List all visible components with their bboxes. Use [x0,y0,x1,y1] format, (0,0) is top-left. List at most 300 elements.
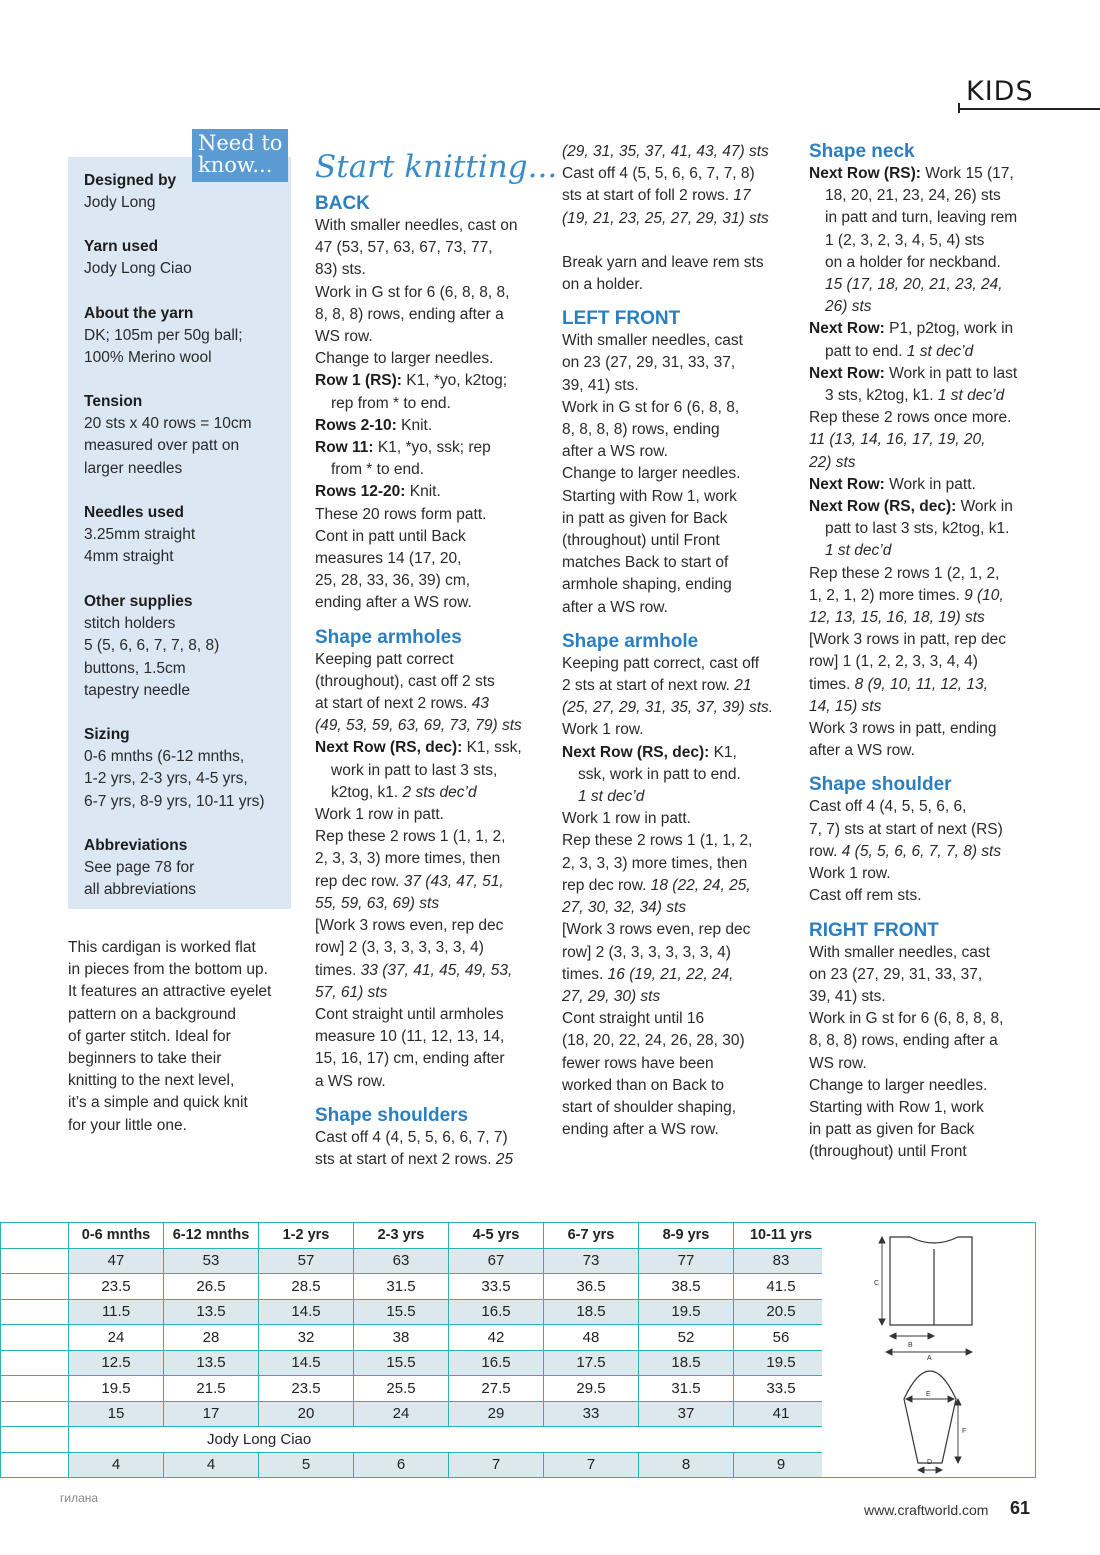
stitch-count: 14, 15) sts [809,697,882,715]
pattern-line [809,341,1049,363]
instruction-text: Cast off 4 (4, 5, 5, 6, 6, 7, 7) [315,1128,508,1146]
table-corner-cell [1,1223,69,1249]
table-cell: 48 [544,1325,639,1351]
row-instruction-label: Next Row (RS, dec): [315,739,463,757]
pattern-line [315,649,555,671]
garment-schematic [822,1223,1035,1478]
table-cell: 31.5 [354,1274,449,1300]
stitch-count: 2 sts dec’d [402,783,477,801]
instruction-text: 15, 16, 17) cm, ending after [315,1050,505,1068]
pattern-line [315,526,555,548]
instruction-text: [Work 3 rows even, rep dec [562,921,751,939]
intro-line: for your little one. [68,1116,187,1134]
instruction-text: 83) sts. [315,261,366,279]
instruction-text: 2 sts at start of next row. [562,677,735,695]
column-spacer [562,230,802,252]
instruction-text: Rep these 2 rows 1 (1, 1, 2, [315,828,506,846]
instruction-text: ssk, work in patt to end. [578,765,741,783]
pattern-line [809,1030,1049,1052]
instruction-text: Work in G st for 6 (6, 8, 8, [562,398,740,416]
table-cell: 38.5 [639,1274,734,1300]
pattern-line [562,486,802,508]
table-cell: 9 [734,1452,829,1478]
pattern-line [562,919,802,941]
stitch-count: 9 (10, [964,586,1004,604]
dimension-d [918,1467,942,1473]
start-knitting-title: Start knitting... [315,149,558,185]
table-cell: 15.5 [354,1299,449,1325]
pattern-line [809,496,1049,518]
instruction-text: armhole shaping, ending [562,576,732,594]
need-to-know-group [84,391,284,480]
footer-url[interactable]: www.craftworld.com [864,1502,989,1518]
pattern-line [315,1071,555,1093]
instruction-text: Change to larger needles. [562,465,741,483]
need-to-know-value: Jody Long Ciao [84,260,192,278]
pattern-line [315,215,555,237]
instruction-text: K1, [709,743,737,761]
table-row [1,1350,829,1376]
pattern-line [315,693,555,715]
table-cell: 15 [69,1401,164,1427]
instruction-text: patt to end. [825,342,907,360]
size-header-cell: 4-5 yrs [449,1223,544,1249]
instruction-text: Knit. [396,416,433,434]
table-cell: 37 [639,1401,734,1427]
instruction-text: in patt as given for Back [809,1121,975,1139]
intro-paragraph [68,937,298,1137]
yarn-name-cell: Jody Long Ciao [69,1427,829,1453]
pattern-line [809,1097,1049,1119]
table-cell: 47 [69,1248,164,1274]
need-to-know-value: 4mm straight [84,548,174,566]
size-header-cell: 10-11 yrs [734,1223,829,1249]
pattern-line [562,530,802,552]
instruction-text: [Work 3 rows even, rep dec [315,917,504,935]
pattern-line [315,393,555,415]
schematic-panel [822,1222,1036,1478]
pattern-line [809,585,1049,607]
schematic-label-d: D [927,1459,933,1466]
instruction-text: in patt and turn, leaving rem [825,209,1018,227]
pattern-line [315,326,555,348]
stitch-count: 12, 13, 15, 16, 18, 19) sts [809,609,985,627]
instruction-text: Work in G st for 6 (6, 8, 8, 8, [315,283,510,301]
intro-line: knitting to the next level, [68,1072,235,1090]
instruction-text: measure 10 (11, 12, 13, 14, [315,1028,505,1046]
stitch-count: 37 (43, 47, 51, [403,872,504,890]
pattern-line [562,653,802,675]
table-row [1,1376,829,1402]
pattern-line [562,1030,802,1052]
row-instruction-label: Rows 12-20: [315,483,406,501]
table-cell: 20 [259,1401,354,1427]
schematic-label-f: F [962,1428,967,1435]
row-label-cell [1,1299,69,1325]
instruction-text: WS row. [809,1054,867,1072]
pattern-line [562,942,802,964]
pattern-column-3 [809,141,1049,1164]
pattern-line [562,742,802,764]
pattern-line [809,674,1049,696]
pattern-line [315,1048,555,1070]
need-to-know-group [84,236,284,280]
pattern-line [315,937,555,959]
instruction-text: 39, 41) sts. [809,987,886,1005]
need-to-know-group [84,724,284,813]
table-cell: 5 [259,1452,354,1478]
instruction-text: Starting with Row 1, work [809,1098,984,1116]
instruction-text: 1, 2, 1, 2) more times. [809,586,965,604]
pattern-line [562,675,802,697]
pattern-column-1 [315,141,558,1171]
stitch-count: 18 (22, 24, 25, [650,876,751,894]
table-row [1,1248,829,1274]
instruction-text: 8, 8, 8) rows, ending after a [809,1032,998,1050]
table-cell: 36.5 [544,1274,639,1300]
instruction-text: Cont in patt until Back [315,527,466,545]
pattern-line [315,1004,555,1026]
table-cell: 29.5 [544,1376,639,1402]
instruction-text: Cont straight until 16 [562,1010,705,1028]
stitch-count: 15 (17, 18, 20, 21, 23, 24, [825,276,1003,294]
row-instruction-label: Next Row: [809,320,885,338]
row-instruction-label: Next Row: [809,364,885,382]
yarn-row [1,1427,829,1453]
instruction-text: work in patt to last 3 sts, [331,761,498,779]
stitch-count: 1 st dec’d [825,542,892,560]
pattern-line [562,830,802,852]
stitch-count: 1 st dec’d [906,342,974,360]
need-to-know-badge-line: Need to [198,131,283,155]
pattern-line [315,259,555,281]
table-cell: 17 [164,1401,259,1427]
instruction-text: rep dec row. [315,872,404,890]
need-to-know-value: 0-6 mnths (6-12 mnths, [84,748,245,766]
instruction-text: after a WS row. [562,443,668,461]
pattern-line [562,1119,802,1141]
instruction-text: Rep these 2 rows once more. [809,409,1012,427]
table-row [1,1401,829,1427]
page-number: 61 [1010,1498,1031,1518]
pattern-line [562,352,802,374]
table-cell: 20.5 [734,1299,829,1325]
table-cell: 57 [259,1248,354,1274]
table-cell: 19.5 [734,1350,829,1376]
table-cell: 7 [449,1452,544,1478]
size-header-cell: 2-3 yrs [354,1223,449,1249]
instruction-text: worked than on Back to [562,1076,724,1094]
pattern-line [562,964,802,986]
pattern-line [562,441,802,463]
pattern-line [809,1141,1049,1163]
stitch-count: (29, 31, 35, 37, 41, 43, 47) sts [562,143,769,160]
instruction-text: in patt as given for Back [562,509,728,527]
section-heading: RIGHT FRONT [809,919,939,941]
instruction-text: Work 1 row. [562,721,644,739]
stitch-count: 22) sts [809,453,856,471]
instruction-text: (throughout) until Front [809,1143,967,1161]
pattern-line [315,370,555,392]
instruction-text: row] 2 (3, 3, 3, 3, 3, 3, 4) [562,943,731,961]
instruction-text: k2tog, k1. [331,783,403,801]
instruction-text: rep from * to end. [331,394,451,412]
need-to-know-value: 20 sts x 40 rows = 10cm [84,415,252,433]
stitch-count: 25 [495,1150,514,1168]
pattern-line [315,737,555,759]
table-cell: 24 [354,1401,449,1427]
size-header-cell: 1-2 yrs [259,1223,354,1249]
row-instruction-label: Row 1 (RS): [315,372,402,390]
table-cell: 7 [544,1452,639,1478]
dimension-b [890,1333,934,1339]
need-to-know-label: Yarn used [84,238,159,255]
pattern-line [315,237,555,259]
instruction-text: Work 1 row in patt. [315,806,444,824]
instruction-text: Cast off 4 (4, 5, 5, 6, 6, [809,798,967,816]
table-cell: 13.5 [164,1350,259,1376]
row-instruction-label: Next Row (RS, dec): [562,743,710,761]
row-instruction-label: Next Row (RS): [809,165,921,182]
stitch-count: 1 st dec’d [937,387,1005,405]
need-to-know-label: Abbreviations [84,837,188,854]
pattern-line [562,508,802,530]
need-to-know-label: Sizing [84,726,130,743]
instruction-text: Break yarn and leave rem sts [562,253,764,271]
table-cell: 28.5 [259,1274,354,1300]
size-header-cell: 8-9 yrs [639,1223,734,1249]
instruction-text: K1, *yo, k2tog; [401,372,508,390]
need-to-know-group [84,591,284,702]
table-cell: 33.5 [449,1274,544,1300]
instruction-text: With smaller needles, cast [809,943,990,961]
table-cell: 28 [164,1325,259,1351]
pattern-line [315,304,555,326]
table-cell: 16.5 [449,1350,544,1376]
pattern-line [809,429,1049,451]
table-cell: 19.5 [639,1299,734,1325]
table-cell: 42 [449,1325,544,1351]
pattern-line [562,397,802,419]
pattern-line [809,651,1049,673]
table-cell: 32 [259,1325,354,1351]
pattern-line [809,841,1049,863]
table-row [1,1452,829,1478]
pattern-line [315,893,555,915]
need-to-know-label: Needles used [84,504,184,521]
table-cell: 73 [544,1248,639,1274]
instruction-text: 3 sts, k2tog, k1. [825,387,938,405]
table-cell: 77 [639,1248,734,1274]
instruction-text: row. [809,842,842,860]
instruction-text: a WS row. [315,1072,386,1090]
instruction-text: (throughout), cast off 2 sts [315,672,495,690]
stitch-count: 55, 59, 63, 69) sts [315,894,440,912]
need-to-know-value: tapestry needle [84,681,190,699]
instruction-text: Work in patt. [884,475,976,493]
row-instruction-label: Next Row: [809,475,885,493]
size-header-cell: 0-6 mnths [69,1223,164,1249]
pattern-line [809,207,1049,229]
need-to-know-value: buttons, 1.5cm [84,659,186,677]
pattern-line [809,885,1049,907]
table-cell: 83 [734,1248,829,1274]
instruction-text: matches Back to start of [562,554,729,572]
instruction-text: on 23 (27, 29, 31, 33, 37, [562,354,736,372]
instruction-text: (18, 20, 22, 24, 26, 28, 30) [562,1032,745,1050]
size-header-row [1,1223,829,1249]
intro-line: of garter stitch. Ideal for [68,1027,231,1045]
pattern-line [809,318,1049,340]
section-rule [960,108,1100,110]
pattern-line [315,804,555,826]
stitch-count: 57, 61) sts [315,983,388,1001]
section-heading: BACK [315,193,370,214]
instruction-text: on a holder. [562,276,644,294]
table-cell: 24 [69,1325,164,1351]
table-cell: 31.5 [639,1376,734,1402]
need-to-know-value: See page 78 for [84,859,195,877]
pattern-line [315,570,555,592]
row-label-cell [1,1248,69,1274]
instruction-text: patt to last 3 sts, k2tog, k1. [825,520,1010,538]
table-cell: 8 [639,1452,734,1478]
table-cell: 63 [354,1248,449,1274]
body-piece-outline [890,1237,972,1325]
pattern-line [562,208,802,230]
pattern-line [562,330,802,352]
instruction-text: measures 14 (17, 20, [315,550,462,568]
pattern-line [562,986,802,1008]
row-label-cell [1,1401,69,1427]
pattern-line [562,1053,802,1075]
table-cell: 19.5 [69,1376,164,1402]
pattern-line [809,942,1049,964]
size-table [0,1222,829,1478]
table-cell: 16.5 [449,1299,544,1325]
pattern-line [315,1149,555,1171]
need-to-know-group [84,502,284,569]
need-to-know-value: 100% Merino wool [84,349,212,367]
table-cell: 23.5 [259,1376,354,1402]
section-heading: Shape shoulder [809,774,952,796]
instruction-text: row] 2 (3, 3, 3, 3, 3, 3, 4) [315,939,484,957]
table-cell: 52 [639,1325,734,1351]
table-cell: 27.5 [449,1376,544,1402]
instruction-text: after a WS row. [809,742,915,760]
instruction-text: Cast off 4 (5, 5, 6, 6, 7, 7, 8) [562,165,755,183]
pattern-line [562,786,802,808]
section-heading: Shape armhole [562,630,699,652]
pattern-line [809,1008,1049,1030]
table-cell: 29 [449,1401,544,1427]
pattern-line [562,185,802,207]
need-to-know-value: stitch holders [84,615,176,633]
section-tag: KIDS [966,76,1034,107]
instruction-text: 39, 41) sts. [562,376,639,394]
table-cell: 25.5 [354,1376,449,1402]
stitch-count: 8 (9, 10, 11, 12, 13, [854,675,988,693]
pattern-line [562,875,802,897]
table-row [1,1299,829,1325]
table-cell: 13.5 [164,1299,259,1325]
table-cell: 41.5 [734,1274,829,1300]
table-cell: 14.5 [259,1350,354,1376]
pattern-line [809,1119,1049,1141]
need-to-know-label: Other supplies [84,593,193,610]
pattern-line [562,697,802,719]
instruction-text: Cast off rem sts. [809,887,922,905]
row-label-cell [1,1427,69,1453]
instruction-text: K1, ssk, [462,739,522,757]
need-to-know-label: About the yarn [84,305,194,322]
instruction-text: Keeping patt correct, cast off [562,654,760,672]
need-to-know-value: DK; 105m per 50g ball; [84,327,243,345]
pattern-line [562,1008,802,1030]
instruction-text: row] 1 (1, 2, 2, 3, 3, 4, 4) [809,653,978,671]
instruction-text: Work 3 rows in patt, ending [809,720,997,738]
size-header-cell: 6-12 mnths [164,1223,259,1249]
pattern-line [809,274,1049,296]
table-cell: 17.5 [544,1350,639,1376]
instruction-text: With smaller needles, cast on [315,217,518,234]
pattern-line [315,715,555,737]
pattern-line [562,764,802,786]
row-label-cell [1,1452,69,1478]
instruction-text: Work in G st for 6 (6, 8, 8, 8, [809,1010,1004,1028]
pattern-line [562,853,802,875]
table-row [1,1274,829,1300]
pattern-line [315,481,555,503]
section-heading: Shape shoulders [315,1104,469,1126]
pattern-line [809,863,1049,885]
instruction-text: ending after a WS row. [315,594,472,612]
instruction-text: 1 (2, 3, 2, 3, 4, 5, 4) sts [825,231,985,249]
pattern-line [315,548,555,570]
instruction-text: after a WS row. [562,598,668,616]
instruction-text: times. [809,675,855,693]
pattern-line [562,597,802,619]
stitch-count: (19, 21, 23, 25, 27, 29, 31) sts [562,209,769,227]
pattern-line [809,185,1049,207]
pattern-line [809,407,1049,429]
footer-watermark: гилана [60,1491,99,1505]
pattern-line [809,986,1049,1008]
pattern-line [562,574,802,596]
instruction-text: Cont straight until armholes [315,1005,504,1023]
instruction-text: rep dec row. [562,876,651,894]
instruction-text: 47 (53, 57, 63, 67, 73, 77, [315,239,493,257]
table-cell: 38 [354,1325,449,1351]
pattern-line [809,474,1049,496]
pattern-line [315,592,555,614]
intro-line: beginners to take their [68,1050,222,1068]
instruction-text: Rep these 2 rows 1 (1, 1, 2, [562,832,753,850]
pattern-column-2 [562,141,802,1141]
instruction-text: times. [562,965,608,983]
need-to-know-value: 5 (5, 6, 6, 7, 7, 8, 8) [84,637,220,655]
pattern-line [315,415,555,437]
pattern-line [315,282,555,304]
stitch-count: 17 [733,187,751,205]
instruction-text: at start of next 2 rows. [315,695,472,713]
instruction-text: from * to end. [331,461,425,479]
row-label-cell [1,1350,69,1376]
stitch-count: 43 [471,695,490,713]
row-instruction-label: Rows 2-10: [315,416,397,434]
stitch-count: (25, 27, 29, 31, 35, 37, 39) sts. [562,699,774,717]
pattern-line [315,504,555,526]
